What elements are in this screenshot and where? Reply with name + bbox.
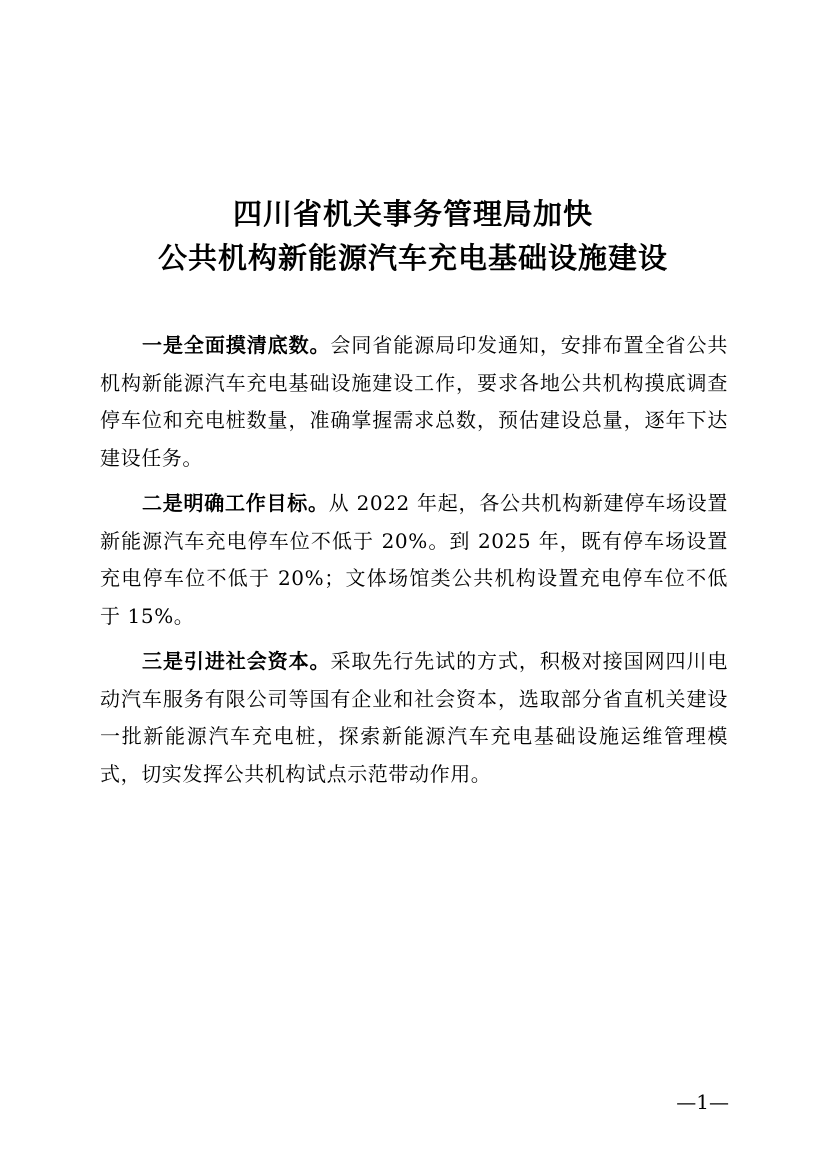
paragraph-2 — [100, 485, 728, 635]
paragraph-2-lead: 二是明确工作目标。 — [142, 491, 329, 515]
paragraph-1-text: 会同省能源局印发通知，安排布置全省公共机构新能源汽车充电基础设施建设工作，要求各地公共机构摸底调查停车位和充电桩数量，准确掌握需求总数，预估建设总量，逐年下达建设任务。 — [100, 333, 728, 470]
document-body — [100, 327, 728, 801]
paragraph-3-lead: 三是引进社会资本。 — [142, 649, 331, 673]
document-title — [0, 192, 826, 280]
title-line-2: 公共机构新能源汽车充电基础设施建设 — [157, 241, 668, 275]
title-line-1: 四川省机关事务管理局加快 — [232, 197, 593, 231]
paragraph-1-lead: 一是全面摸清底数。 — [142, 333, 331, 357]
paragraph-3-text: 采取先行先试的方式，积极对接国网四川电动汽车服务有限公司等国有企业和社会资本，选取部分省直机关建设一批新能源汽车充电桩，探索新能源汽车充电基础设施运维管理模式，切实发挥公共机构试点示范带动作用。 — [100, 649, 728, 786]
paragraph-1 — [100, 327, 728, 477]
page-number: —1— — [676, 1090, 729, 1114]
paragraph-2-text: 从 2022 年起，各公共机构新建停车场设置新能源汽车充电停车位不低于 20%。到 2025 年，既有停车场设置充电停车位不低于 20%；文体场馆类公共机构设置充电停车位不低于 15%。 — [100, 491, 728, 628]
paragraph-3 — [100, 643, 728, 793]
